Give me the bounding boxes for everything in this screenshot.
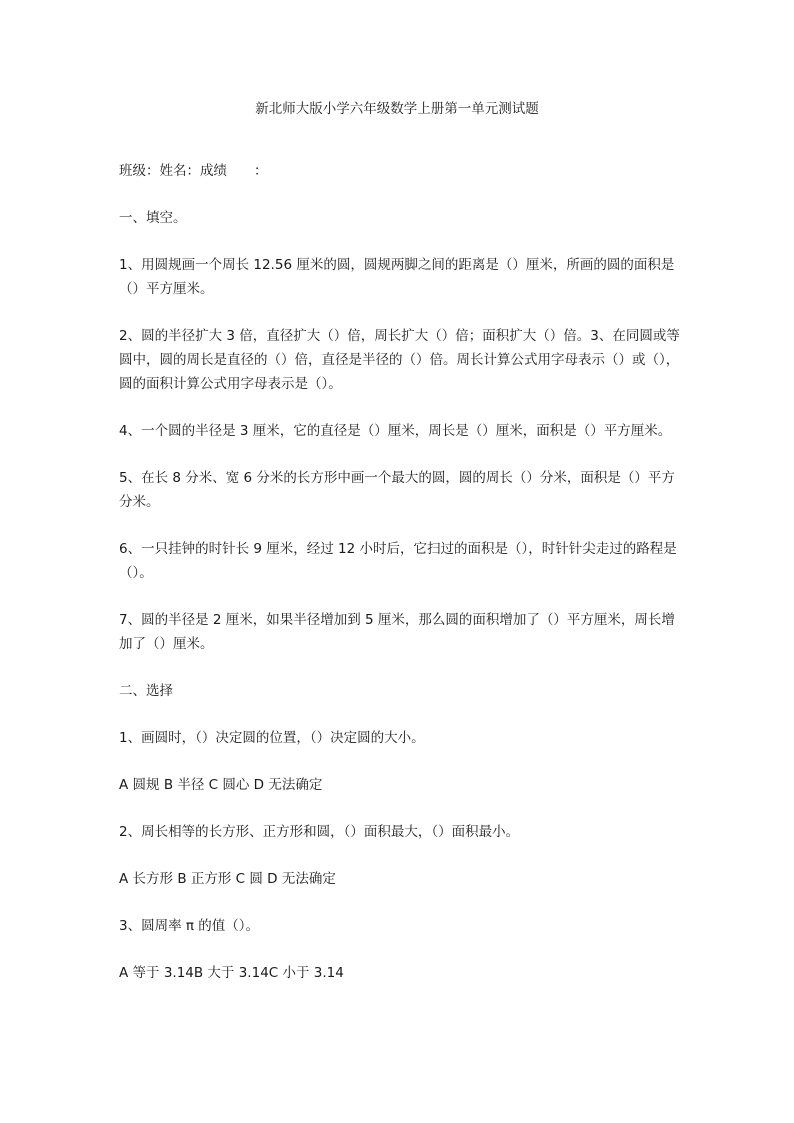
choice-question-2: 2、周长相等的长方形、正方形和圆，（）面积最大，（）面积最小。 — [119, 824, 520, 840]
choice-options-3: A 等于 3.14B 大于 3.14C 小于 3.14 — [119, 965, 344, 981]
fill-question-6: 6、一只挂钟的时针长 9 厘米，经过 12 小时后，它扫过的面积是（），时针针尖走过的路程是（）。 — [119, 541, 677, 581]
fill-question-5: 5、在长 8 分米、宽 6 分米的长方形中画一个最大的圆，圆的周长（）分米，面积是（）平方分米。 — [119, 470, 675, 510]
student-info-line: 班级：姓名：成绩 ： — [119, 163, 268, 179]
choice-options-2: A 长方形 B 正方形 C 圆 D 无法确定 — [119, 871, 336, 887]
choice-question-3: 3、圆周率 π 的值（）。 — [119, 918, 260, 934]
fill-question-2-3: 2、圆的半径扩大 3 倍，直径扩大（）倍，周长扩大（）倍；面积扩大（）倍。3、在同圆或等圆中，圆的周长是直径的（）倍，直径是半径的（）倍。周长计算公式用字母表示（）或（），圆的面积计算公式用字母表示是（）。 — [119, 328, 680, 392]
fill-question-4: 4、一个圆的半径是 3 厘米，它的直径是（）厘米，周长是（）厘米，面积是（）平方厘米。 — [119, 423, 672, 439]
section-heading-fill: 一、填空。 — [119, 210, 187, 226]
choice-question-1: 1、画圆时，（）决定圆的位置，（）决定圆的大小。 — [119, 730, 425, 746]
document-title: 新北师大版小学六年级数学上册第一单元测试题 — [255, 101, 539, 117]
section-heading-choice: 二、选择 — [119, 683, 173, 699]
document-body — [119, 159, 681, 1008]
fill-question-7: 7、圆的半径是 2 厘米，如果半径增加到 5 厘米，那么圆的面积增加了（）平方厘米，周长增加了（）厘米。 — [119, 612, 675, 652]
choice-options-1: A 圆规 B 半径 C 圆心 D 无法确定 — [119, 777, 323, 793]
fill-question-1: 1、用圆规画一个周长 12.56 厘米的圆，圆规两脚之间的距离是（）厘米，所画的圆的面积是（）平方厘米。 — [119, 257, 675, 297]
